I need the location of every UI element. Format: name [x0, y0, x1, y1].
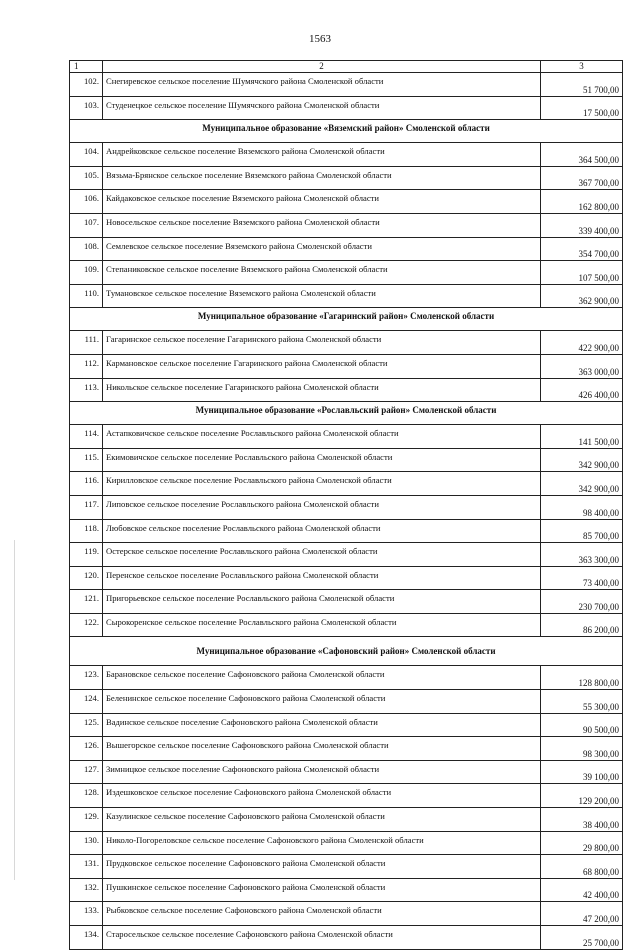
table-row	[70, 902, 623, 926]
table-row	[70, 237, 623, 261]
amount-value: 68 800,00	[541, 855, 623, 879]
settlement-name: Вышегорское сельское поселение Сафоновского района Смоленской области	[103, 737, 541, 761]
amount-value: 364 500,00	[541, 143, 623, 167]
table-row	[70, 666, 623, 690]
table-row	[70, 713, 623, 737]
settlement-name: Андрейковское сельское поселение Вяземского района Смоленской области	[103, 143, 541, 167]
section-title: Муниципальное образование «Сафоновский район» Смоленской области	[70, 637, 623, 666]
amount-value: 55 300,00	[541, 690, 623, 714]
amount-value: 47 200,00	[541, 902, 623, 926]
amount-value: 354 700,00	[541, 237, 623, 261]
table-row	[70, 495, 623, 519]
amount-value: 230 700,00	[541, 590, 623, 614]
settlement-name: Зимницкое сельское поселение Сафоновского района Смоленской области	[103, 760, 541, 784]
row-number: 114.	[70, 425, 103, 449]
row-number: 115.	[70, 448, 103, 472]
settlement-name: Издешковское сельское поселение Сафоновского района Смоленской области	[103, 784, 541, 808]
table-row	[70, 926, 623, 950]
row-number: 128.	[70, 784, 103, 808]
amount-value: 129 200,00	[541, 784, 623, 808]
table-row	[70, 737, 623, 761]
settlement-name: Пушкинское сельское поселение Сафоновского района Смоленской области	[103, 878, 541, 902]
section-header-row	[70, 308, 623, 331]
row-number: 133.	[70, 902, 103, 926]
row-number: 111.	[70, 331, 103, 355]
row-number: 104.	[70, 143, 103, 167]
row-number: 117.	[70, 495, 103, 519]
table-row	[70, 855, 623, 879]
scan-margin-line	[14, 540, 15, 880]
table-row	[70, 878, 623, 902]
table-row	[70, 590, 623, 614]
amount-value: 107 500,00	[541, 261, 623, 285]
header-col-1: 1	[70, 61, 103, 73]
settlement-name: Семлевское сельское поселение Вяземского района Смоленской области	[103, 237, 541, 261]
amount-value: 73 400,00	[541, 566, 623, 590]
table-row	[70, 190, 623, 214]
settlement-name: Кирилловское сельское поселение Рославльского района Смоленской области	[103, 472, 541, 496]
amount-value: 38 400,00	[541, 808, 623, 832]
table-row	[70, 760, 623, 784]
table-row	[70, 378, 623, 402]
amount-value: 98 400,00	[541, 495, 623, 519]
section-header-row	[70, 637, 623, 666]
settlement-name: Кайдаковское сельское поселение Вяземского района Смоленской области	[103, 190, 541, 214]
settlement-name: Тумановское сельское поселение Вяземского района Смоленской области	[103, 284, 541, 308]
amount-value: 42 400,00	[541, 878, 623, 902]
section-header-row	[70, 120, 623, 143]
settlement-name: Барановское сельское поселение Сафоновского района Смоленской области	[103, 666, 541, 690]
amount-value: 367 700,00	[541, 166, 623, 190]
settlement-name: Любовское сельское поселение Рославльского района Смоленской области	[103, 519, 541, 543]
settlement-name: Казулинское сельское поселение Сафоновского района Смоленской области	[103, 808, 541, 832]
row-number: 134.	[70, 926, 103, 950]
settlement-name: Степаниковское сельское поселение Вяземского района Смоленской области	[103, 261, 541, 285]
settlement-name: Старосельское сельское поселение Сафоновского района Смоленской области	[103, 926, 541, 950]
table-row	[70, 566, 623, 590]
row-number: 103.	[70, 96, 103, 120]
row-number: 108.	[70, 237, 103, 261]
row-number: 113.	[70, 378, 103, 402]
row-number: 119.	[70, 543, 103, 567]
row-number: 122.	[70, 613, 103, 637]
amount-value: 363 300,00	[541, 543, 623, 567]
row-number: 112.	[70, 354, 103, 378]
amount-value: 162 800,00	[541, 190, 623, 214]
amount-value: 426 400,00	[541, 378, 623, 402]
settlement-name: Беленинское сельское поселение Сафоновского района Смоленской области	[103, 690, 541, 714]
settlement-name: Перенское сельское поселение Рославльского района Смоленской области	[103, 566, 541, 590]
settlement-name: Вадинское сельское поселение Сафоновского района Смоленской области	[103, 713, 541, 737]
row-number: 106.	[70, 190, 103, 214]
table-row	[70, 472, 623, 496]
settlement-name: Прудковское сельское поселение Сафоновского района Смоленской области	[103, 855, 541, 879]
row-number: 130.	[70, 831, 103, 855]
row-number: 127.	[70, 760, 103, 784]
amount-value: 128 800,00	[541, 666, 623, 690]
table-row	[70, 166, 623, 190]
amount-value: 363 000,00	[541, 354, 623, 378]
table-row	[70, 613, 623, 637]
table-header-row	[70, 61, 623, 73]
table-row	[70, 96, 623, 120]
row-number: 102.	[70, 73, 103, 97]
section-header-row	[70, 402, 623, 425]
table-row	[70, 331, 623, 355]
amount-value: 51 700,00	[541, 73, 623, 97]
row-number: 110.	[70, 284, 103, 308]
settlement-name: Новосельское сельское поселение Вяземского района Смоленской области	[103, 213, 541, 237]
settlement-name: Николо-Погореловское сельское поселение Сафоновского района Смоленской области	[103, 831, 541, 855]
table-row	[70, 143, 623, 167]
settlement-name: Остерское сельское поселение Рославльского района Смоленской области	[103, 543, 541, 567]
settlement-name: Пригорьевское сельское поселение Рославльского района Смоленской области	[103, 590, 541, 614]
settlement-name: Рыбковское сельское поселение Сафоновского района Смоленской области	[103, 902, 541, 926]
row-number: 132.	[70, 878, 103, 902]
section-title: Муниципальное образование «Гагаринский район» Смоленской области	[70, 308, 623, 331]
amount-value: 342 900,00	[541, 448, 623, 472]
row-number: 123.	[70, 666, 103, 690]
header-col-3: 3	[541, 61, 623, 73]
amount-value: 422 900,00	[541, 331, 623, 355]
settlement-name: Липовское сельское поселение Рославльского района Смоленской области	[103, 495, 541, 519]
row-number: 116.	[70, 472, 103, 496]
table-row	[70, 690, 623, 714]
amount-value: 86 200,00	[541, 613, 623, 637]
row-number: 120.	[70, 566, 103, 590]
table-row	[70, 261, 623, 285]
row-number: 126.	[70, 737, 103, 761]
table-row	[70, 354, 623, 378]
row-number: 105.	[70, 166, 103, 190]
settlement-name: Кармановское сельское поселение Гагаринского района Смоленской области	[103, 354, 541, 378]
table-row	[70, 425, 623, 449]
settlement-name: Сырокоренское сельское поселение Рославльского района Смоленской области	[103, 613, 541, 637]
row-number: 107.	[70, 213, 103, 237]
settlement-name: Астапковичское сельское поселение Рославльского района Смоленской области	[103, 425, 541, 449]
amount-value: 85 700,00	[541, 519, 623, 543]
table-row	[70, 784, 623, 808]
table-row	[70, 448, 623, 472]
settlement-name: Студенецкое сельское поселение Шумячского района Смоленской области	[103, 96, 541, 120]
table-row	[70, 519, 623, 543]
settlement-name: Никольское сельское поселение Гагаринского района Смоленской области	[103, 378, 541, 402]
amount-value: 98 300,00	[541, 737, 623, 761]
table-row	[70, 808, 623, 832]
amount-value: 339 400,00	[541, 213, 623, 237]
table-row	[70, 284, 623, 308]
amount-value: 17 500,00	[541, 96, 623, 120]
table-row	[70, 213, 623, 237]
section-title: Муниципальное образование «Вяземский район» Смоленской области	[70, 120, 623, 143]
amount-value: 29 800,00	[541, 831, 623, 855]
row-number: 129.	[70, 808, 103, 832]
amount-value: 39 100,00	[541, 760, 623, 784]
section-title: Муниципальное образование «Рославльский район» Смоленской области	[70, 402, 623, 425]
table-row	[70, 543, 623, 567]
amount-value: 25 700,00	[541, 926, 623, 950]
table-row	[70, 831, 623, 855]
amount-value: 362 900,00	[541, 284, 623, 308]
settlement-name: Гагаринское сельское поселение Гагаринского района Смоленской области	[103, 331, 541, 355]
amount-value: 342 900,00	[541, 472, 623, 496]
row-number: 131.	[70, 855, 103, 879]
row-number: 125.	[70, 713, 103, 737]
page-number: 1563	[309, 33, 331, 45]
amount-value: 141 500,00	[541, 425, 623, 449]
row-number: 121.	[70, 590, 103, 614]
amount-value: 90 500,00	[541, 713, 623, 737]
settlement-name: Вязьма-Брянское сельское поселение Вяземского района Смоленской области	[103, 166, 541, 190]
settlement-name: Снегиревское сельское поселение Шумячского района Смоленской области	[103, 73, 541, 97]
settlement-name: Екимовичское сельское поселение Рославльского района Смоленской области	[103, 448, 541, 472]
header-col-2: 2	[103, 61, 541, 73]
table-row	[70, 73, 623, 97]
row-number: 109.	[70, 261, 103, 285]
allocation-table	[69, 60, 623, 950]
row-number: 124.	[70, 690, 103, 714]
row-number: 118.	[70, 519, 103, 543]
